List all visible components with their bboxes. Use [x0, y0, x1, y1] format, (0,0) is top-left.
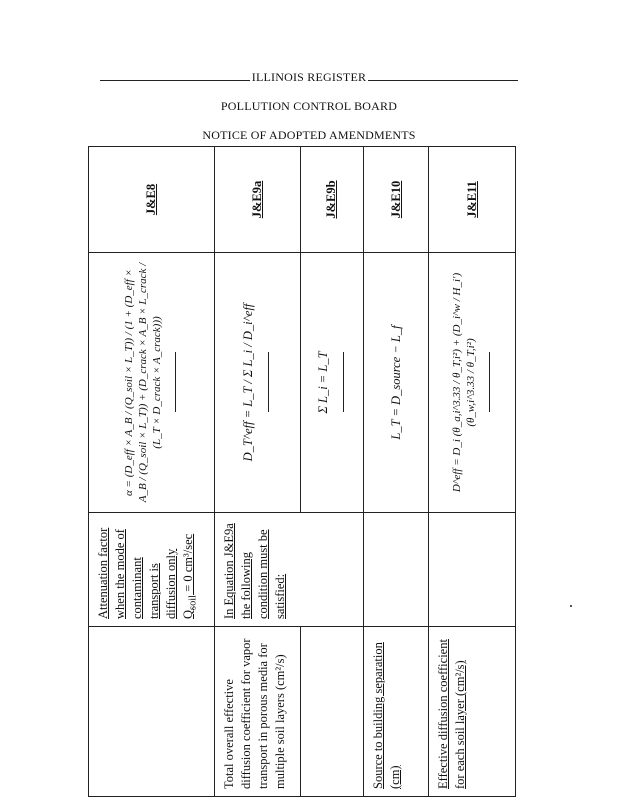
definition-cell-je11 [429, 513, 516, 627]
table-row-je9b [300, 147, 363, 797]
table-row-je10 [363, 147, 428, 797]
equation-table [88, 146, 516, 797]
description-cell-je9b [300, 627, 363, 797]
notice-title: NOTICE OF ADOPTED AMENDMENTS [202, 128, 416, 142]
description-je10: Source to building separation (cm) [370, 642, 402, 789]
header-rule-right [368, 80, 518, 81]
code-je9b: J&E9b [300, 147, 363, 253]
register-title: ILLINOIS REGISTER [251, 70, 367, 84]
rotated-equation-table [88, 147, 516, 797]
definition-cell-je10 [363, 513, 428, 627]
equation-text-je11: D^eff = D_i (θ_a,i^3.33 / θ_T,i²) + (D_i^w / H_i′)(θ_w,i^3.33 / θ_T,i²) [450, 272, 477, 493]
code-je10: J&E10 [363, 147, 428, 253]
code-je9a: J&E9a [215, 147, 301, 253]
description-cell-je8 [89, 627, 215, 797]
definition-text-je8: Attenuation factor when the mode of contaminant transport is diffusion only [96, 527, 178, 619]
qsoil-label: $Q_{soil} = 0$ cm³/sec [181, 533, 199, 619]
equation-rule-je9a [268, 353, 269, 413]
table-row-je11 [429, 147, 516, 797]
definition-text-je9a: In Equation J&E9a the following condition must be satisfied: [222, 523, 288, 619]
board-title: POLLUTION CONTROL BOARD [220, 99, 398, 113]
equation-text-je9a: D_T^eff = L_T / Σ L_i / D_i^eff [241, 303, 256, 462]
code-je8: J&E8 [89, 147, 215, 253]
equation-text-je9b: Σ L_i = L_T [315, 351, 330, 414]
equation-text-je10: L_T = D_source − L_f [388, 325, 403, 440]
description-cell-je11 [429, 627, 516, 797]
description-je9a: Total overall effective diffusion coefficient for vapor transport in porous media for multiple soil layers (cm²/s) [222, 638, 288, 789]
table-row-je9a [215, 147, 301, 797]
equation-je8 [89, 253, 215, 513]
equation-rule-je8 [175, 353, 176, 413]
equation-je9a [215, 253, 301, 513]
definition-cell-je9a [215, 513, 364, 627]
description-cell-je9a [215, 627, 301, 797]
description-je11: Effective diffusion coefficient for each soil layer (cm²/s) [436, 639, 468, 789]
register-header [0, 70, 618, 85]
table-row-je8 [89, 147, 215, 797]
header-rule-left [100, 80, 250, 81]
equation-text-je8: α = (D_eff × A_B / (Q_soil × L_T)) / (1 + (D_eff × A_B / (Q_soil × L_T)) + (D_crack × A_B × L_crack / (L_T × D_crack × A_crack))) [123, 262, 164, 503]
equation-rule-je11 [489, 353, 490, 413]
equation-rule-je9b [343, 353, 344, 413]
code-je11: J&E11 [429, 147, 516, 253]
equation-je9b [300, 253, 363, 513]
scan-speck [570, 605, 572, 607]
definition-cell-je8 [89, 513, 215, 627]
description-cell-je10 [363, 627, 428, 797]
equation-je11 [429, 253, 516, 513]
equation-je10 [363, 253, 428, 513]
